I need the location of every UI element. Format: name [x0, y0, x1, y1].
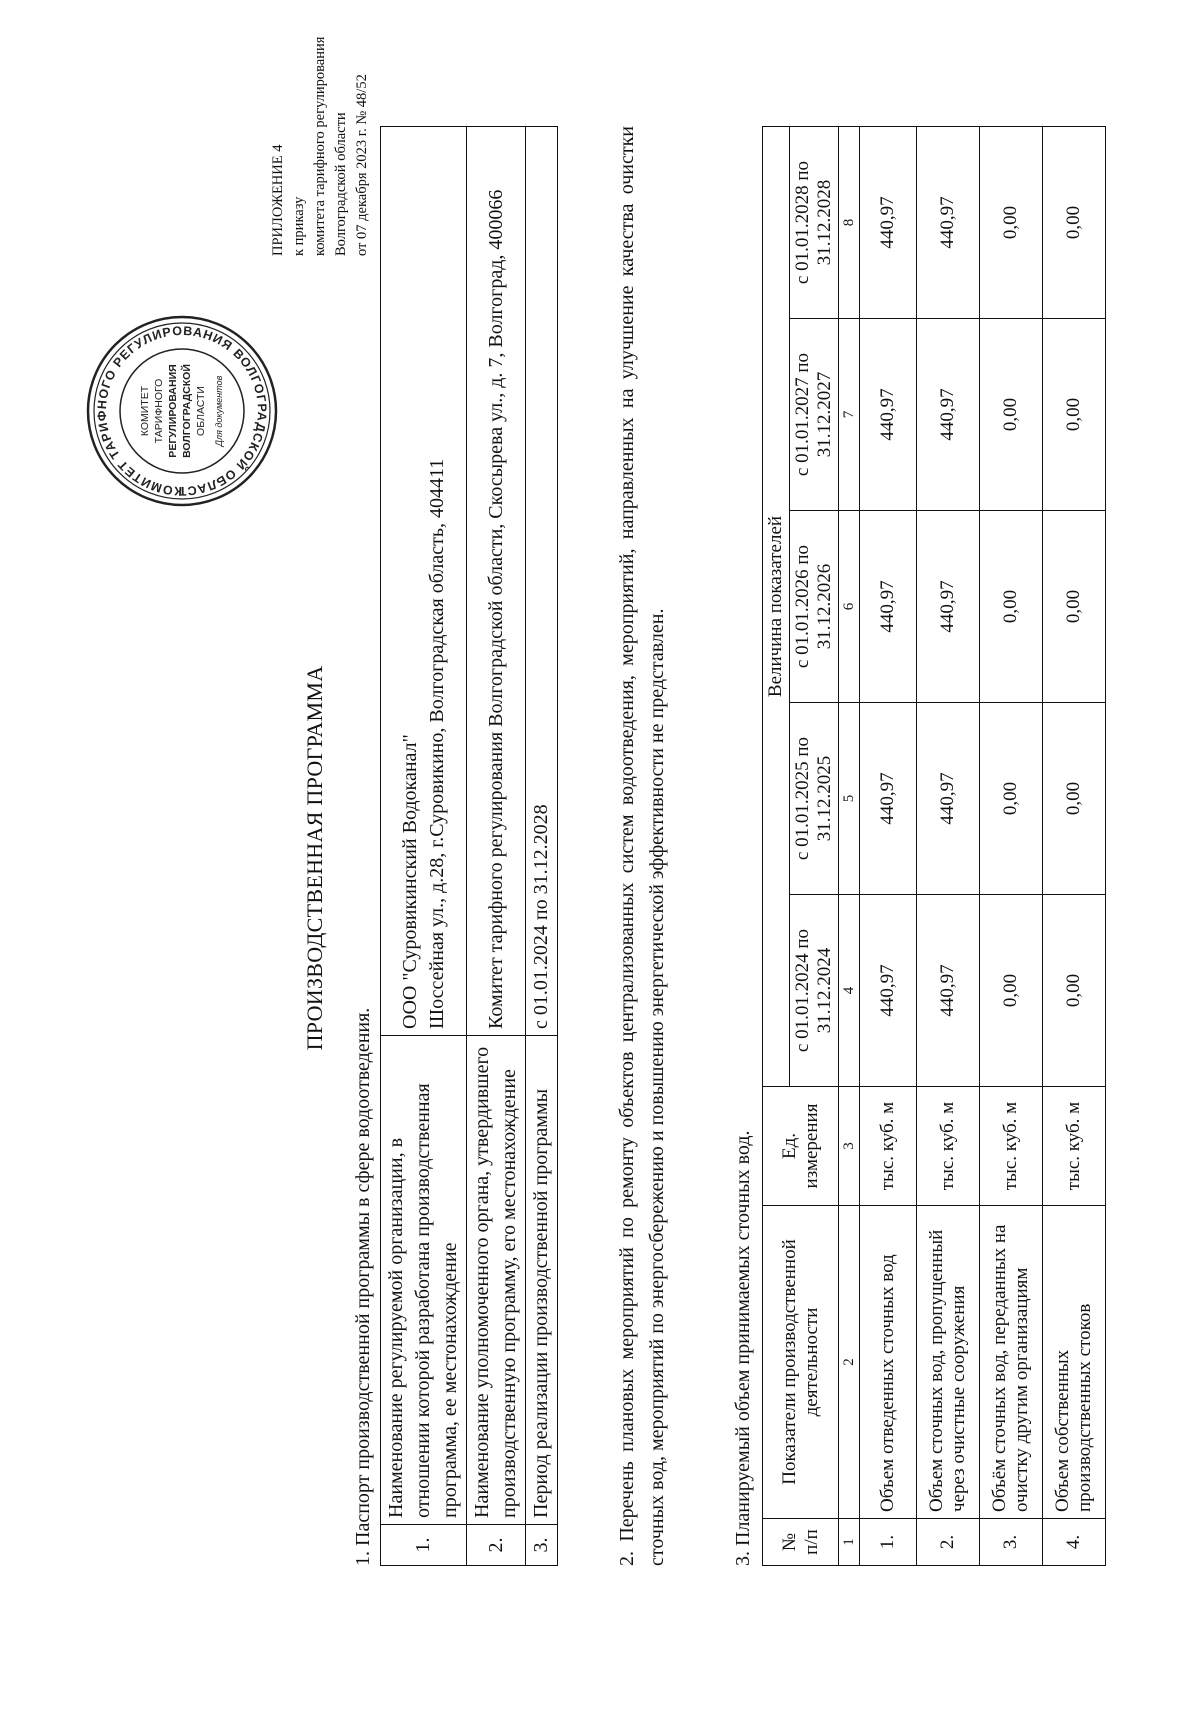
page-title: ПРОИЗВОДСТВЕННАЯ ПРОГРАММА	[302, 665, 327, 1051]
seal-inner-line: КОМИТЕТ	[139, 385, 151, 437]
column-index: 1	[839, 1519, 860, 1566]
col-header-number: № п/п	[763, 1519, 839, 1566]
table-header-row	[763, 127, 790, 1566]
value-cell: 440,97	[860, 127, 917, 319]
value-cell: 0,00	[980, 511, 1043, 703]
passport-table	[380, 126, 558, 1566]
value-cell: 440,97	[917, 895, 980, 1087]
indicator-name: Объем сточных вод, пропущенный через очистные сооружения	[917, 1206, 980, 1519]
seal-graphic	[82, 311, 282, 511]
col-header-indicator: Показатели производственной деятельности	[763, 1206, 839, 1519]
unit-cell: тыс. куб. м	[1043, 1087, 1106, 1206]
value-cell: 0,00	[1043, 127, 1106, 319]
row-number: 1.	[860, 1519, 917, 1566]
column-index: 2	[839, 1206, 860, 1519]
unit-cell: тыс. куб. м	[860, 1087, 917, 1206]
section-1-heading: 1. Паспорт производственной программы в сфере водоотведения.	[352, 1007, 374, 1566]
order-reference: к приказу	[291, 196, 307, 256]
section-3-heading: 3. Планируемый объем принимаемых сточных вод.	[732, 1130, 754, 1566]
table-row	[467, 127, 526, 1566]
table-row	[1043, 127, 1106, 1566]
row-number: 3.	[980, 1519, 1043, 1566]
row-number: 4.	[1043, 1519, 1106, 1566]
committee-name: комитета тарифного регулирования	[312, 36, 328, 256]
column-index: 3	[839, 1087, 860, 1206]
row-number: 2.	[467, 1525, 526, 1566]
seal-inner-line: РЕГУЛИРОВАНИЯ	[167, 364, 179, 458]
value-cell: 0,00	[980, 319, 1043, 511]
wastewater-volume-table	[762, 126, 1106, 1566]
table-row	[526, 127, 558, 1566]
value-cell: 440,97	[917, 703, 980, 895]
unit-cell: тыс. куб. м	[980, 1087, 1043, 1206]
value-cell: 0,00	[1043, 703, 1106, 895]
order-date-number: от 07 декабря 2023 г. № 48/52	[354, 74, 370, 256]
column-index: 7	[839, 319, 860, 511]
row-label: Наименование регулируемой организации, в отношении которой разработана производственная программа, ее местонахождение	[381, 1036, 467, 1525]
row-label: Период реализации производственной программы	[526, 1036, 558, 1525]
value-cell: 440,97	[917, 319, 980, 511]
row-number: 3.	[526, 1525, 558, 1566]
value-cell: 0,00	[1043, 895, 1106, 1087]
table-row	[860, 127, 917, 1566]
table-row	[381, 127, 467, 1566]
row-value-line: ООО "Суровикинский Водоканал"	[398, 734, 421, 1029]
indicator-name: Объем отведенных сточных вод	[860, 1206, 917, 1519]
row-number: 2.	[917, 1519, 980, 1566]
row-value-line: Шоссейная ул., д.28, г.Суровикино, Волгоградская область, 404411	[425, 458, 448, 1029]
row-label: Наименование уполномоченного органа, утвердившего производственную программу, его местонахождение	[467, 1036, 526, 1525]
col-header-period: с 01.01.2026 по 31.12.2026	[790, 511, 839, 703]
value-cell: 440,97	[917, 127, 980, 319]
col-header-period: с 01.01.2028 по 31.12.2028	[790, 127, 839, 319]
column-index: 4	[839, 895, 860, 1087]
row-number: 1.	[381, 1525, 467, 1566]
region-name: Волгоградской области	[333, 112, 349, 256]
table-row	[917, 127, 980, 1566]
column-index: 5	[839, 703, 860, 895]
indicator-name: Объем собственных производственных стоков	[1043, 1206, 1106, 1519]
value-cell: 440,97	[860, 319, 917, 511]
value-cell: 0,00	[1043, 511, 1106, 703]
col-header-values-group: Величина показателей	[763, 127, 790, 1087]
column-index: 8	[839, 127, 860, 319]
col-header-unit: Ед. измерения	[763, 1087, 839, 1206]
table-row	[980, 127, 1043, 1566]
value-cell: 0,00	[1043, 319, 1106, 511]
section-2-text: 2. Перечень плановых мероприятий по ремонту объектов централизованных систем водоотведения, мероприятий, направленных на улучшение качества очистки сточных вод, мероприятий по энергосбережению и повышению энергетической эффективности не представлен.	[616, 126, 668, 1566]
value-cell: 0,00	[980, 127, 1043, 319]
seal-inner-line: ТАРИФНОГО	[153, 378, 165, 444]
value-cell: 440,97	[860, 511, 917, 703]
official-seal	[82, 311, 282, 511]
col-header-period: с 01.01.2024 по 31.12.2024	[790, 895, 839, 1087]
seal-inner-line: ВОЛГОГРАДСКОЙ	[181, 364, 193, 458]
value-cell: 0,00	[980, 895, 1043, 1087]
unit-cell: тыс. куб. м	[917, 1087, 980, 1206]
value-cell: 440,97	[860, 703, 917, 895]
row-value: с 01.01.2024 по 31.12.2028	[526, 127, 558, 1036]
col-header-period: с 01.01.2027 по 31.12.2027	[790, 319, 839, 511]
row-value: Комитет тарифного регулирования Волгоградской области, Скосырева ул., д. 7, Волгоград, 400066	[467, 127, 526, 1036]
value-cell: 440,97	[917, 511, 980, 703]
col-header-period: с 01.01.2025 по 31.12.2025	[790, 703, 839, 895]
indicator-name: Объём сточных вод, переданных на очистку другим организациям	[980, 1206, 1043, 1519]
appendix-label: ПРИЛОЖЕНИЕ 4	[270, 144, 286, 256]
seal-inner-line: ОБЛАСТИ	[195, 386, 207, 436]
row-value	[381, 127, 467, 1036]
column-index-row	[839, 127, 860, 1566]
column-index: 6	[839, 511, 860, 703]
value-cell: 0,00	[980, 703, 1043, 895]
seal-ring-text: КОМИТЕТ ТАРИФНОГО РЕГУЛИРОВАНИЯ ВОЛГОГРАДСКОЙ ОБЛАСТ	[94, 323, 270, 499]
value-cell: 440,97	[860, 895, 917, 1087]
seal-inner-line: Для документов	[214, 375, 224, 447]
